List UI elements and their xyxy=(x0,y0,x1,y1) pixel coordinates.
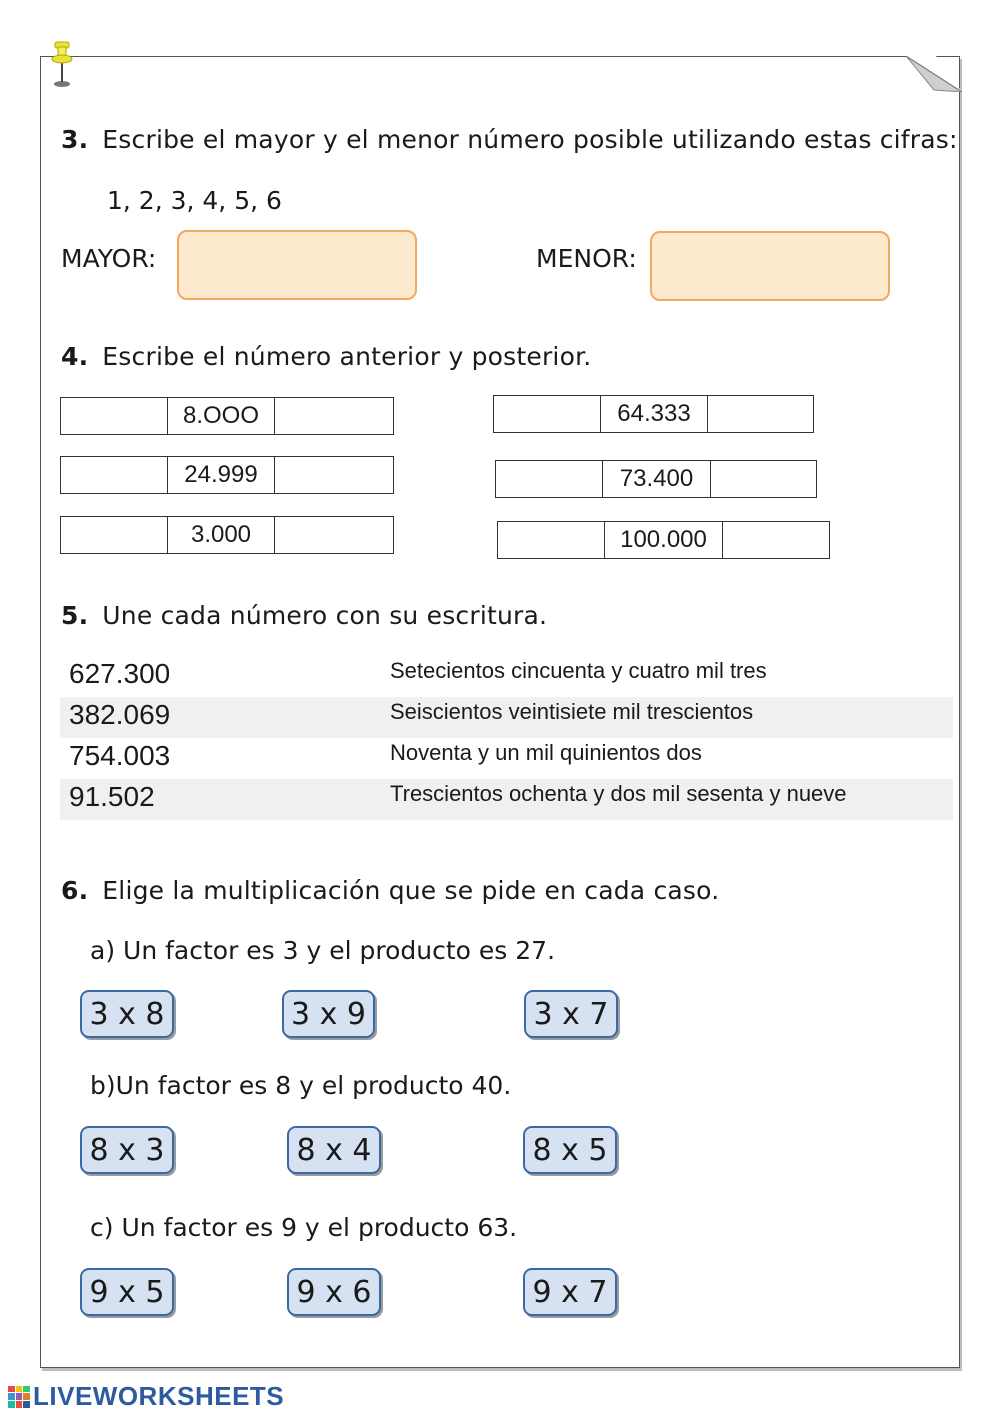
liveworksheets-logo xyxy=(8,1381,284,1412)
q6c-option-3-button[interactable]: 9 x 7 xyxy=(523,1268,617,1316)
sequence-row xyxy=(60,397,394,435)
next-number-input[interactable] xyxy=(275,398,393,434)
q6b-option-3-button[interactable]: 8 x 5 xyxy=(523,1126,617,1174)
q6a-option-3-button[interactable]: 3 x 7 xyxy=(524,990,618,1038)
q6b-prompt: b)Un factor es 8 y el producto 40. xyxy=(90,1071,512,1100)
next-number-input[interactable] xyxy=(711,461,816,497)
sequence-row xyxy=(493,395,814,433)
q6-title xyxy=(61,876,719,905)
match-row xyxy=(60,697,953,738)
pushpin-icon xyxy=(44,38,80,90)
match-number[interactable]: 627.300 xyxy=(69,658,171,689)
q6a-option-1-button[interactable]: 3 x 8 xyxy=(80,990,174,1038)
match-writing[interactable]: Setecientos cincuenta y cuatro mil tres xyxy=(390,658,767,683)
previous-number-input[interactable] xyxy=(61,457,168,493)
match-writing[interactable]: Noventa y un mil quinientos dos xyxy=(390,740,702,765)
match-row xyxy=(60,738,953,779)
match-number[interactable]: 382.069 xyxy=(69,699,171,730)
q6a-option-2-button[interactable]: 3 x 9 xyxy=(282,990,375,1038)
q5-text: Une cada número con su escritura. xyxy=(102,601,548,630)
given-number: 24.999 xyxy=(168,457,275,493)
previous-number-input[interactable] xyxy=(494,396,601,432)
given-number: 100.000 xyxy=(605,522,723,558)
match-writing[interactable]: Seiscientos veintisiete mil trescientos xyxy=(390,699,754,724)
next-number-input[interactable] xyxy=(275,457,393,493)
next-number-input[interactable] xyxy=(275,517,393,553)
sequence-row xyxy=(495,460,817,498)
q4-text: Escribe el número anterior y posterior. xyxy=(102,342,592,371)
given-number: 8.OOO xyxy=(168,398,275,434)
q6c-option-2-button[interactable]: 9 x 6 xyxy=(287,1268,381,1316)
q6c-option-1-button[interactable]: 9 x 5 xyxy=(80,1268,174,1316)
q3-number: 3. xyxy=(61,125,89,154)
match-row xyxy=(60,779,953,820)
page-corner-fold xyxy=(906,56,962,92)
q4-number: 4. xyxy=(61,342,89,371)
match-writing[interactable]: Trescientos ochenta y dos mil sesenta y nueve xyxy=(390,781,847,806)
q5-title xyxy=(61,601,547,630)
q6-number: 6. xyxy=(61,876,89,905)
match-number[interactable]: 754.003 xyxy=(69,740,171,771)
match-row xyxy=(60,656,953,697)
q3-title xyxy=(61,125,958,154)
logo-text: LIVEWORKSHEETS xyxy=(33,1381,285,1411)
previous-number-input[interactable] xyxy=(498,522,605,558)
q6b-option-1-button[interactable]: 8 x 3 xyxy=(80,1126,174,1174)
q3-text: Escribe el mayor y el menor número posible utilizando estas cifras: xyxy=(102,125,958,154)
q6-text: Elige la multiplicación que se pide en cada caso. xyxy=(102,876,720,905)
previous-number-input[interactable] xyxy=(61,398,168,434)
sequence-row xyxy=(60,456,394,494)
q6b-option-2-button[interactable]: 8 x 4 xyxy=(287,1126,381,1174)
q3-digits: 1, 2, 3, 4, 5, 6 xyxy=(107,186,282,215)
mayor-answer-box[interactable] xyxy=(177,230,417,300)
q4-title xyxy=(61,342,591,371)
logo-grid-icon xyxy=(8,1386,30,1408)
given-number: 64.333 xyxy=(601,396,708,432)
sequence-row xyxy=(60,516,394,554)
menor-label: MENOR: xyxy=(536,244,637,273)
next-number-input[interactable] xyxy=(708,396,813,432)
previous-number-input[interactable] xyxy=(496,461,603,497)
previous-number-input[interactable] xyxy=(61,517,168,553)
sequence-row xyxy=(497,521,830,559)
menor-answer-box[interactable] xyxy=(650,231,890,301)
given-number: 3.000 xyxy=(168,517,275,553)
next-number-input[interactable] xyxy=(723,522,829,558)
given-number: 73.400 xyxy=(603,461,711,497)
q5-number: 5. xyxy=(61,601,89,630)
q6c-prompt: c) Un factor es 9 y el producto 63. xyxy=(90,1213,518,1242)
q6a-prompt: a) Un factor es 3 y el producto es 27. xyxy=(90,936,556,965)
match-number[interactable]: 91.502 xyxy=(69,781,155,812)
mayor-label: MAYOR: xyxy=(61,244,157,273)
